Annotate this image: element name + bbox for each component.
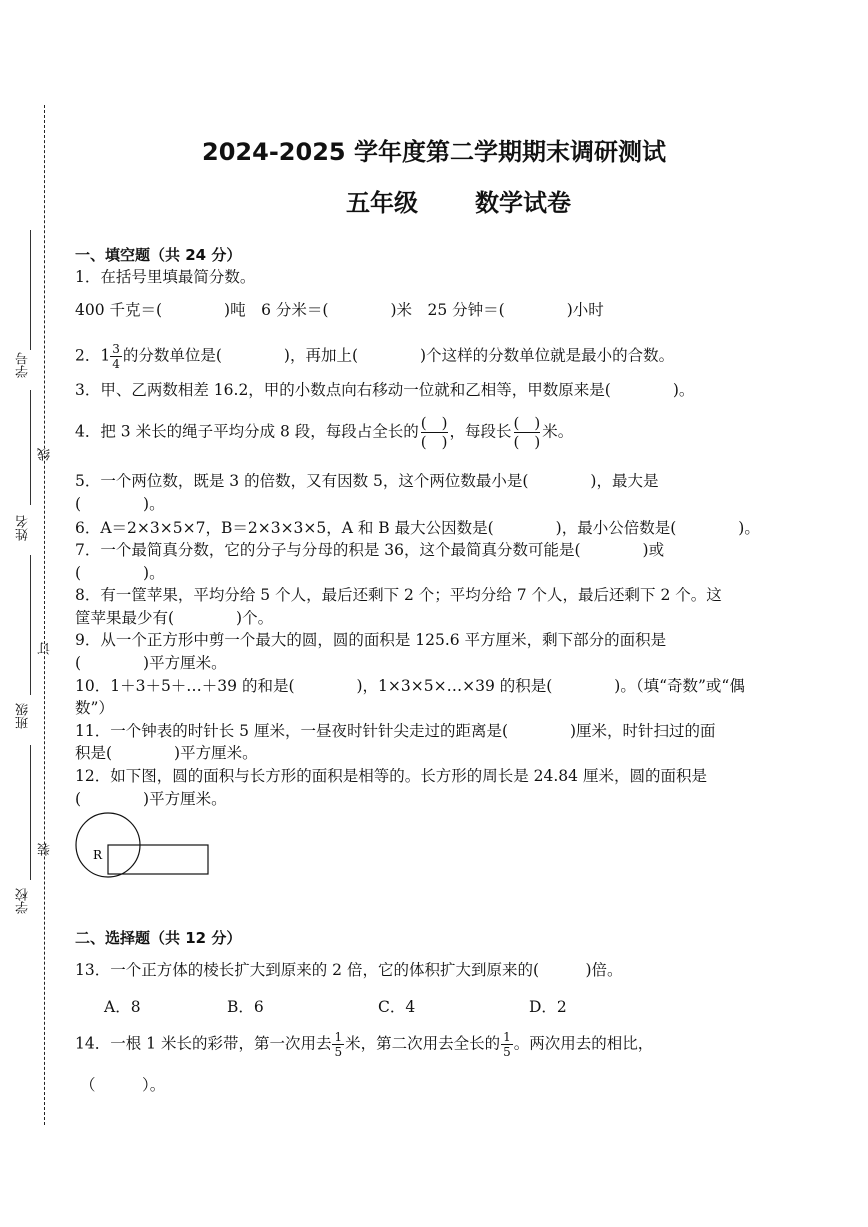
question-9-line-2: ( )平方厘米。: [75, 654, 227, 672]
name-label: 姓名: [16, 515, 31, 541]
exam-title: 2024-2025 学年度第二学期期末调研测试: [202, 138, 666, 166]
blank-numerator: ( ): [420, 414, 448, 432]
rectangle-shape: [108, 845, 208, 874]
question-10-line-1: 10．1＋3＋5＋…＋39 的和是( )，1×3×5×…×39 的积是( )。（填“奇数”或“偶: [75, 677, 745, 695]
fraction-denominator: 5: [503, 1045, 511, 1059]
class-line: [30, 555, 31, 695]
section2-title: 二、选择题（共 12 分）: [75, 929, 242, 947]
blank-denominator: ( ): [420, 433, 448, 451]
question-5-line-2: ( )。: [75, 495, 165, 513]
question-5-line-1: 5．一个两位数，既是 3 的倍数，又有因数 5，这个两位数最小是( )，最大是: [75, 472, 659, 490]
binding-dashed-line: [44, 105, 45, 1125]
question-13: 13．一个正方体的棱长扩大到原来的 2 倍，它的体积扩大到原来的( )倍。: [75, 961, 623, 979]
binding-char-line: 线: [38, 448, 53, 461]
fraction-numerator: 3: [112, 342, 120, 356]
question-14: [75, 1030, 653, 1059]
question-14-c: 。两次用去的相比，: [513, 1034, 654, 1053]
question-4-a: 4．把 3 米长的绳子平均分成 8 段，每段占全长的: [75, 422, 419, 441]
question-9-line-1: 9．从一个正方形中剪一个最大的圆，圆的面积是 125.6 平方厘米，剩下部分的面积是: [75, 631, 667, 649]
blank-fraction-1: [421, 414, 448, 451]
question-11-line-2: 积是( )平方厘米。: [75, 744, 258, 762]
question-12-line-1: 12．如下图，圆的面积与长方形的面积是相等的。长方形的周长是 24.84 厘米，圆的面积是: [75, 767, 707, 785]
question-11-line-1: 11．一个钟表的时针长 5 厘米，一昼夜时针针尖走过的距离是( )厘米，时针扫过的面: [75, 722, 716, 740]
question-6: 6．A＝2×3×5×7，B＝2×3×3×5，A 和 B 最大公因数是( )，最小公倍数是( )。: [75, 519, 760, 537]
question-14-a: 14．一根 1 米长的彩带，第一次用去: [75, 1034, 332, 1053]
class-label: 班级: [16, 703, 31, 729]
option-d: D．2: [529, 998, 567, 1016]
question-2-pre: 2．1: [75, 346, 111, 365]
student-id-label: 学号: [16, 352, 31, 378]
option-b: B．6: [227, 998, 264, 1016]
section1-title: 一、填空题（共 24 分）: [75, 246, 242, 264]
school-line: [30, 745, 31, 880]
fraction-one-fifth-2: [501, 1030, 513, 1059]
radius-label: R: [93, 848, 103, 862]
question-4-c: 米。: [542, 422, 574, 441]
fraction-numerator: 1: [503, 1030, 511, 1044]
fraction-denominator: 4: [112, 357, 120, 371]
circle-rectangle-figure: [74, 812, 214, 878]
question-2-post: 的分数单位是( )，再加上( )个这样的分数单位就是最小的合数。: [122, 346, 675, 365]
fraction-denominator: 5: [334, 1045, 343, 1059]
blank-numerator: ( ): [513, 414, 541, 432]
question-10-line-2: 数”）: [75, 699, 114, 717]
question-3: 3．甲、乙两数相差 16.2，甲的小数点向右移动一位就和乙相等，甲数原来是( )。: [75, 381, 695, 399]
question-7-line-2: ( )。: [75, 564, 165, 582]
binding-char-zhuang: 装: [38, 843, 53, 856]
blank-denominator: ( ): [513, 433, 541, 451]
question-2: [75, 342, 674, 371]
subject-label: 数学试卷: [475, 189, 571, 217]
question-1: 1．在括号里填最简分数。: [75, 268, 256, 286]
blank-fraction-2: [514, 414, 541, 451]
question-14-b: 米，第二次用去全长的: [345, 1034, 501, 1053]
option-a: A．8: [104, 998, 141, 1016]
question-8-line-1: 8．有一筐苹果，平均分给 5 个人，最后还剩下 2 个；平均分给 7 个人，最后还剩下 2 个。这: [75, 586, 722, 604]
option-c: C．4: [378, 998, 416, 1016]
fraction-one-fifth-1: [332, 1030, 344, 1059]
school-label: 学校: [16, 888, 31, 914]
student-id-line: [30, 230, 31, 350]
question-1-items: 400 千克＝( )吨 6 分米＝( )米 25 分钟＝( )小时: [75, 301, 604, 319]
binding-char-ding: 订: [38, 642, 53, 655]
question-4: [75, 414, 573, 451]
fraction-numerator: 1: [334, 1030, 343, 1044]
question-8-line-2: 筐苹果最少有( )个。: [75, 609, 274, 627]
question-4-b: ，每段长: [449, 422, 512, 441]
question-14-blank: （ ）。: [80, 1076, 166, 1094]
name-line: [30, 390, 31, 505]
question-7-line-1: 7．一个最简真分数，它的分子与分母的积是 36，这个最简真分数可能是( )或: [75, 541, 665, 559]
question-12-line-2: ( )平方厘米。: [75, 790, 227, 808]
mixed-fraction: [110, 342, 122, 371]
grade-label: 五年级: [346, 189, 418, 217]
